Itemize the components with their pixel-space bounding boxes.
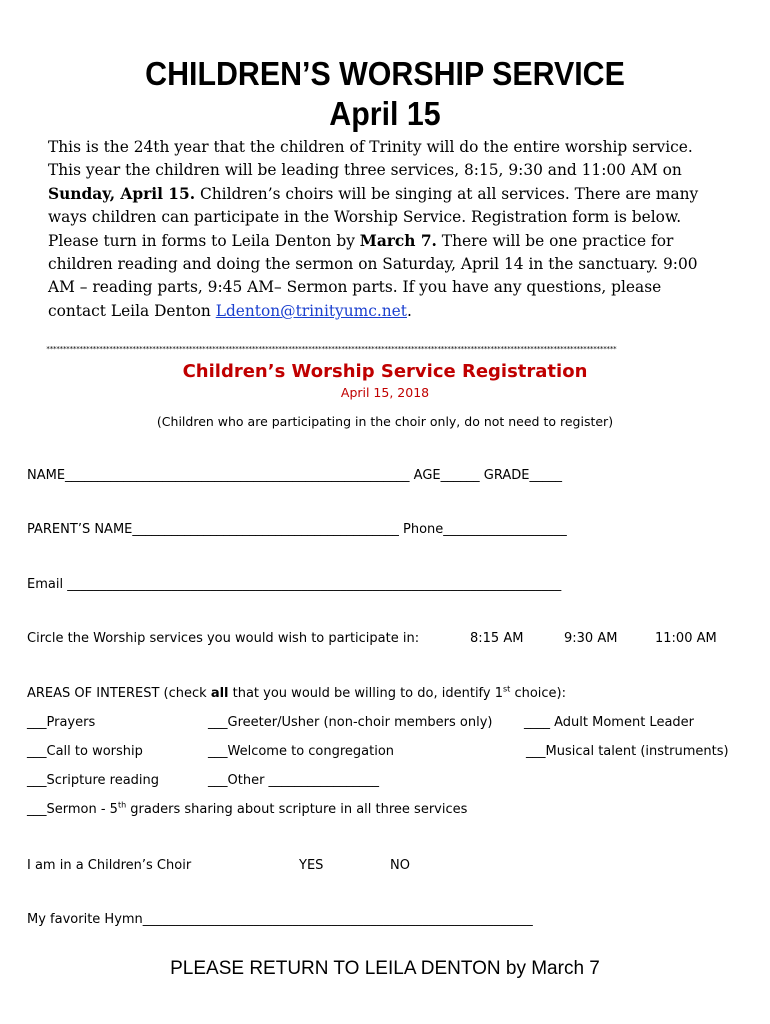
service-option-815[interactable]: 8:15 AM [470,631,524,646]
registration-note: (Children who are participating in the choir only, do not need to register) [156,414,614,429]
intro-line [48,300,698,323]
intro-text: Children’s choirs will be singing at all services. There are many [195,184,699,203]
service-option-1100[interactable]: 11:00 AM [655,631,717,646]
intro-paragraph [48,136,698,323]
intro-text: Please turn in forms to Leila Denton by [48,231,360,250]
intro-line: children reading and doing the sermon on Saturday, April 14 in the sanctuary. 9:00 [48,255,698,274]
parent-phone-field[interactable]: PARENT’S NAME_________________________________________ Phone___________________ [27,522,567,537]
name-age-grade-field[interactable]: NAME_____________________________________________________ AGE______ GRADE_____ [27,468,562,483]
heading-bold: all [210,686,229,701]
asterisk-divider: **************************************************************************************************************************************************************************** [46,345,617,353]
interest-musical-talent[interactable]: ___Musical talent (instruments) [526,744,729,759]
sermon-text: graders sharing about scripture in all three services [126,802,468,817]
heading-text: that you would be willing to do, identify 1 [228,686,503,701]
page-subtitle-date: April 15 [329,95,441,132]
heading-text: AREAS OF INTEREST (check [27,686,211,701]
intro-text: contact Leila Denton [48,301,216,320]
service-option-930[interactable]: 9:30 AM [564,631,618,646]
intro-text: There will be one practice for [436,231,674,250]
choir-label: I am in a Children’s Choir [27,858,192,873]
interest-prayers[interactable]: ___Prayers [27,715,96,730]
intro-line: This is the 24th year that the children of Trinity will do the entire worship service. [48,138,693,156]
email-field[interactable]: Email ____________________________________________________________________________ [27,577,562,592]
registration-date: April 15, 2018 [340,385,430,400]
favorite-hymn-field[interactable]: My favorite Hymn____________________________________________________________ [27,912,533,927]
interest-other[interactable]: ___Other _________________ [208,773,380,788]
page-title: CHILDREN’S WORSHIP SERVICE [145,55,625,92]
choir-yes-option[interactable]: YES [299,858,324,873]
areas-of-interest-heading [27,686,566,702]
circle-services-label: Circle the Worship services you would wish to participate in: [27,631,420,646]
sermon-superscript: th [117,800,127,810]
sermon-text: ___Sermon - 5 [27,802,118,817]
choir-no-option[interactable]: NO [390,858,410,873]
service-date-bold: Sunday, April 15. [48,184,196,203]
intro-text: . [406,301,412,320]
intro-line [48,230,698,253]
interest-adult-moment[interactable]: ____ Adult Moment Leader [524,715,695,730]
registration-title: Children’s Worship Service Registration [182,361,588,382]
intro-line: AM – reading parts, 9:45 AM– Sermon parts. If you have any questions, please [48,278,662,297]
heading-text: choice): [510,686,566,701]
intro-line: This year the children will be leading three services, 8:15, 9:30 and 11:00 AM on [48,161,682,180]
return-instructions: PLEASE RETURN TO LEILA DENTON by March 7 [170,958,600,979]
intro-line [48,183,698,206]
interest-call-to-worship[interactable]: ___Call to worship [27,744,143,759]
interest-sermon[interactable] [27,802,467,818]
email-link[interactable]: Ldenton@trinityumc.net [215,301,407,320]
interest-welcome[interactable]: ___Welcome to congregation [208,744,395,759]
deadline-bold: March 7. [359,231,437,250]
interest-greeter-usher[interactable]: ___Greeter/Usher (non-choir members only) [208,715,493,730]
heading-superscript: st [503,684,511,694]
intro-line: ways children can participate in the Worship Service. Registration form is below. [48,208,682,227]
interest-scripture-reading[interactable]: ___Scripture reading [27,773,160,788]
